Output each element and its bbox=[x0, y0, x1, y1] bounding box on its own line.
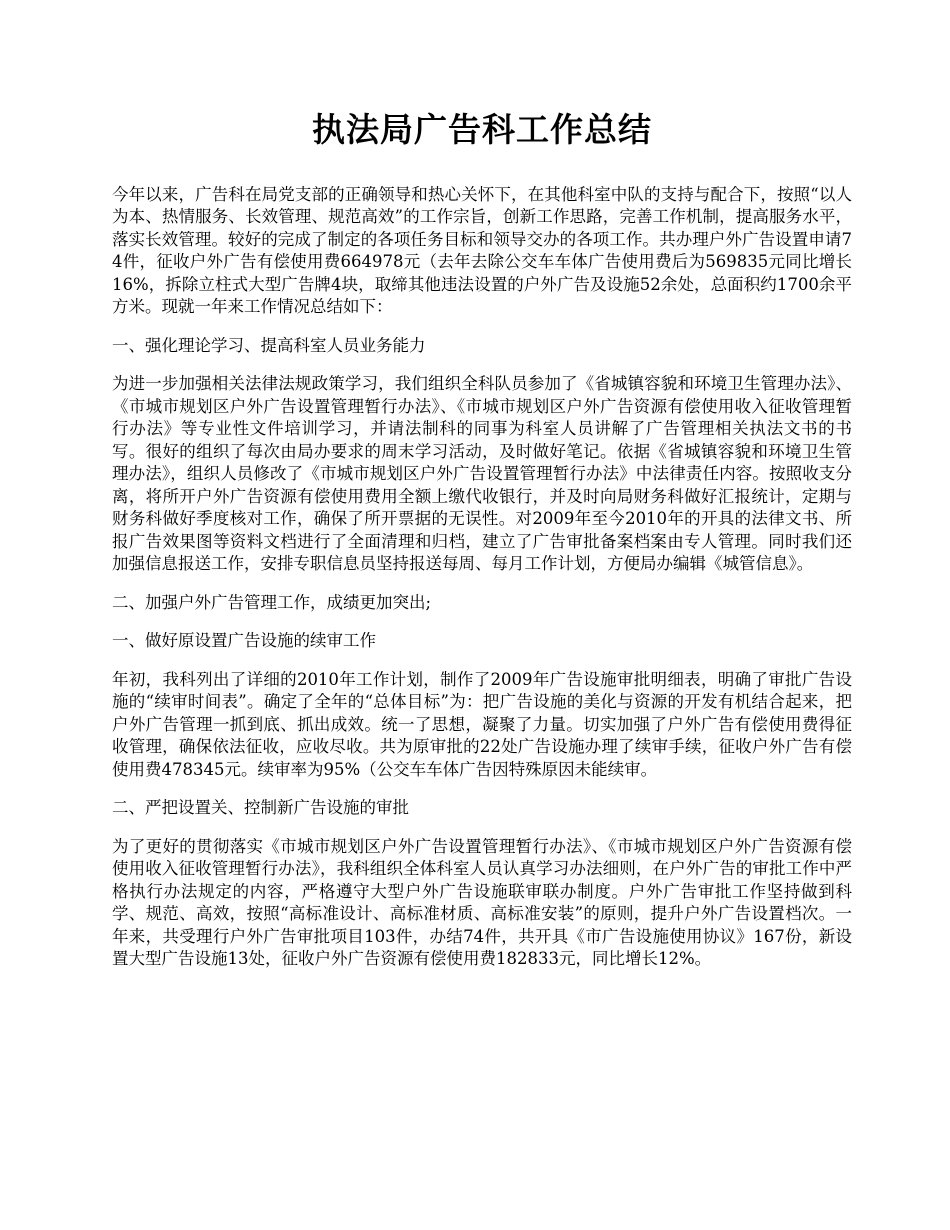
intro-paragraph: 今年以来，广告科在局党支部的正确领导和热心关怀下，在其他科室中队的支持与配合下，按照“以人为本、热情服务、长效管理、规范高效”的工作宗旨，创新工作思路，完善工作机制，提高服务水平，落实长效管理。较好的完成了制定的各项任务目标和领导交办的各项工作。共办理户外广告设置申请74件，征收户外广告有偿使用费664978元（去年去除公交车车体广告使用费后为569835元同比增长16%，拆除立柱式大型广告牌4块，取缔其他违法设置的户外广告及设施52余处，总面积约1700余平方米。现就一年来工作情况总结如下： bbox=[112, 184, 852, 317]
subsection-2-heading: 二、严把设置关、控制新广告设施的审批 bbox=[112, 798, 409, 818]
subsection-1-paragraph: 年初，我科列出了详细的2010年工作计划，制作了2009年广告设施审批明细表，明确了审批广告设施的“续审时间表”。确定了全年的“总体目标”为：把广告设施的美化与资源的开发有机结合起来，把户外广告管理一抓到底、抓出成效。统一了思想，凝聚了力量。切实加强了户外广告有偿使用费得征收管理，确保依法征收，应收尽收。共为原审批的22处广告设施办理了续审手续，征收户外广告有偿使用费478345元。续审率为95%（公交车车体广告因特殊原因未能续审。 bbox=[112, 669, 852, 779]
subsection-2-paragraph: 为了更好的贯彻落实《市城市规划区户外广告设置管理暂行办法》、《市城市规划区户外广告资源有偿使用收入征收管理暂行办法》，我科组织全体科室人员认真学习办法细则，在户外广告的审批工作中严格执行办法规定的内容，严格遵守大型户外广告设施联审联办制度。户外广告审批工作坚持做到科学、规范、高效，按照“高标准设计、高标准材质、高标准安装”的原则，提升户外广告设置档次。一年来，共受理行户外广告审批项目103件，办结74件，共开具《市广告设施使用协议》167份，新设置大型广告设施13处，征收户外广告资源有偿使用费182833元，同比增长12%。 bbox=[112, 836, 852, 969]
section-2-heading: 二、加强户外广告管理工作，成绩更加突出; bbox=[112, 592, 432, 612]
section-1-paragraph: 为进一步加强相关法律法规政策学习，我们组织全科队员参加了《省城镇容貌和环境卫生管理办法》、《市城市规划区户外广告设置管理暂行办法》、《市城市规划区户外广告资源有偿使用收入征收管理暂行办法》等专业性文件培训学习，并请法制科的同事为科室人员讲解了广告管理相关执法文书的书写。很好的组织了每次由局办要求的周末学习活动，及时做好笔记。依据《省城镇容貌和环境卫生管理办法》，组织人员修改了《市城市规划区户外广告设置管理暂行办法》中法律责任内容。按照收支分离，将所开户外广告资源有偿使用费用全额上缴代收银行，并及时向局财务科做好汇报统计，定期与财务科做好季度核对工作，确保了所开票据的无误性。对2009年至今2010年的开具的法律文书、所报广告效果图等资料文档进行了全面清理和归档，建立了广告审批备案档案由专人管理。同时我们还加强信息报送工作，安排专职信息员坚持报送每周、每月工作计划，方便局办编辑《城管信息》。 bbox=[112, 374, 852, 574]
section-1-heading: 一、强化理论学习、提高科室人员业务能力 bbox=[112, 335, 426, 355]
subsection-1-heading: 一、做好原设置广告设施的续审工作 bbox=[112, 631, 376, 651]
document-title: 执法局广告科工作总结 bbox=[312, 110, 652, 149]
document-page bbox=[112, 110, 852, 987]
